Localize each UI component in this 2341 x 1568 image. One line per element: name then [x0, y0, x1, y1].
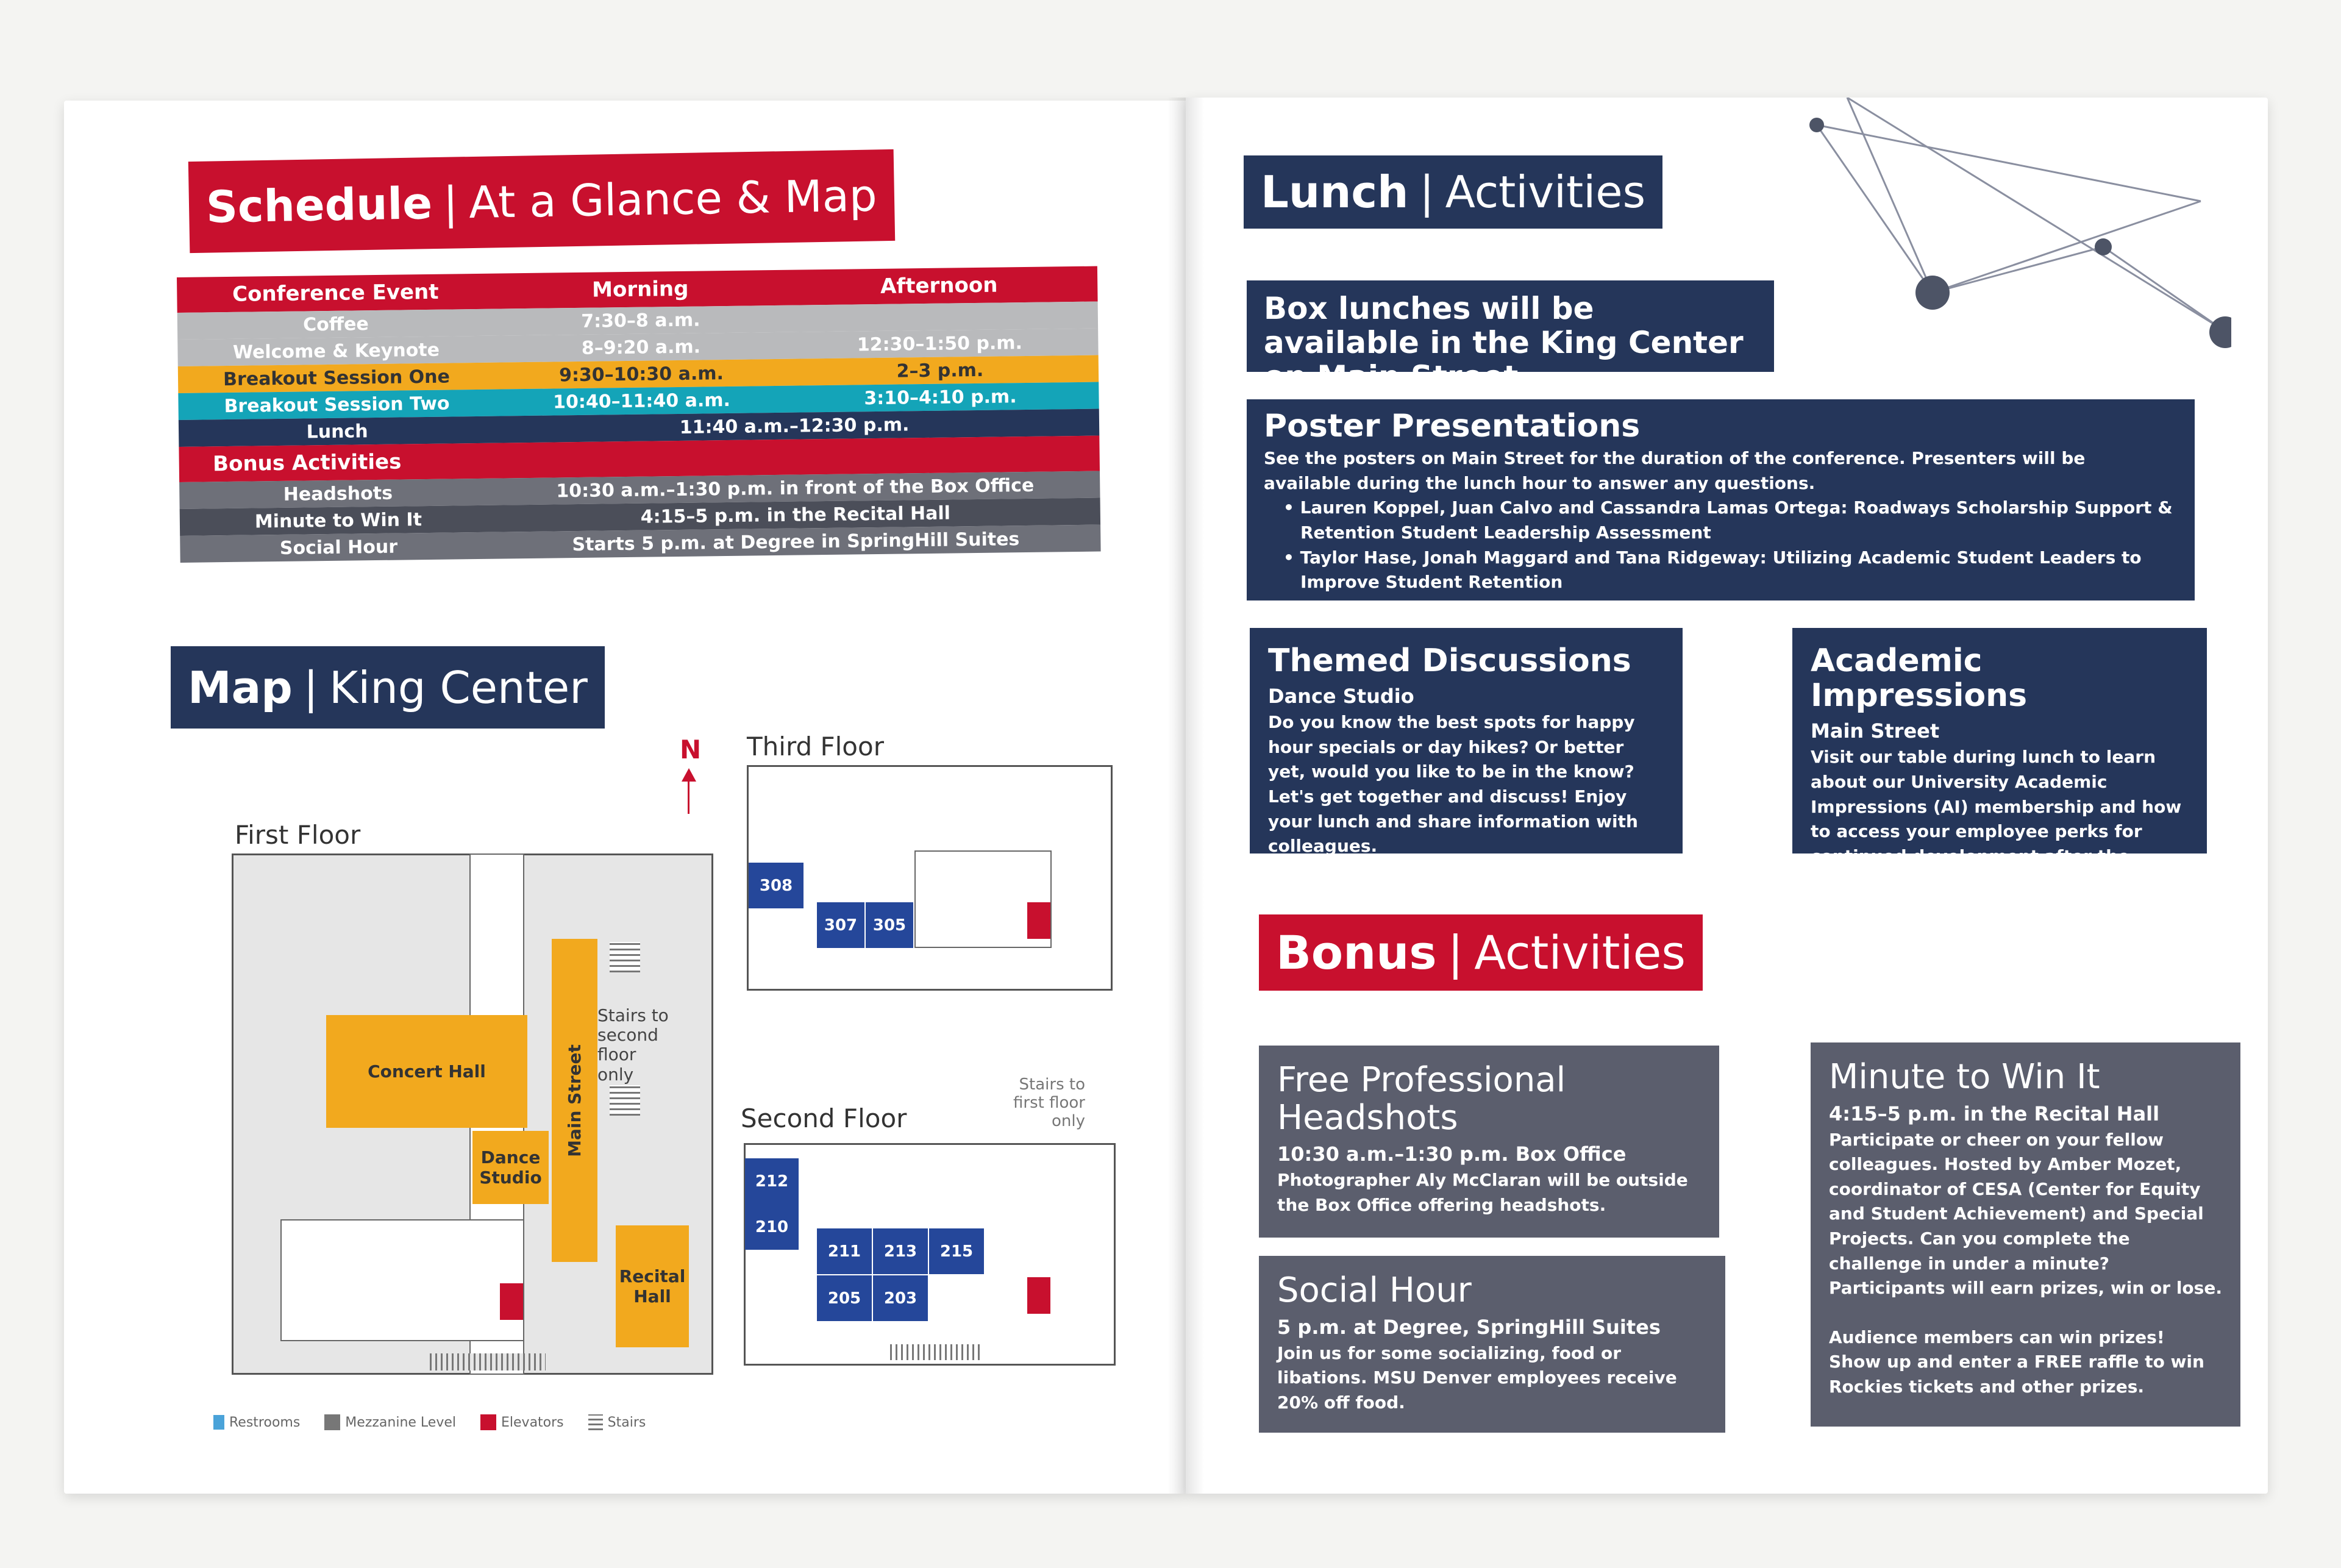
- social-time: 5 p.m. at Degree, SpringHill Suites: [1277, 1315, 1661, 1339]
- node-dot: [1915, 276, 1950, 310]
- academic-title: Academic Impressions: [1811, 643, 2028, 715]
- poster-bullet: • Taylor Hase, Jonah Maggard and Tana Ridgeway: Utilizing Academic Student Leaders to Improve Student Retention: [1283, 547, 2142, 593]
- room-210: 210: [745, 1204, 799, 1250]
- minute-title: Minute to Win It: [1829, 1057, 2100, 1097]
- legend-item: [324, 1414, 456, 1430]
- col-event-header: Conference Event: [232, 279, 439, 307]
- row-morning: 8–9:20 a.m.: [581, 336, 701, 359]
- room-307: 307: [817, 902, 864, 948]
- bonus-header-rest: Activities: [1474, 925, 1686, 980]
- themed-body: Do you know the best spots for happy hour specials or day hikes? Or better yet, would you like to be in the know? Let's get together and discuss! Enjoy your lunch and share information with colleagues.: [1268, 712, 1638, 857]
- stairs-icon: [430, 1353, 546, 1370]
- row-afternoon: 12:30–1:50 p.m.: [857, 332, 1023, 355]
- social-body: Join us for some socializing, food or libations. MSU Denver employees receive 20% off food.: [1277, 1342, 1677, 1413]
- poster-bullet: • Lauren Koppel, Juan Calvo and Cassandra Lamas Ortega: Roadways Scholarship Support & Retention Student Leadership Assessment: [1283, 497, 2173, 543]
- first-floor-label: First Floor: [235, 820, 361, 850]
- row-morning: 10:40–11:40 a.m.: [552, 389, 731, 413]
- schedule-header-sep: |: [443, 177, 458, 229]
- node-dot: [2209, 316, 2231, 348]
- themed-discussions-box: [1250, 628, 1683, 857]
- node-dot: [1809, 118, 1824, 132]
- third-floor-label: Third Floor: [747, 732, 884, 761]
- row-afternoon: 3:10–4:10 p.m.: [864, 385, 1017, 409]
- bonus-header: [1259, 914, 1703, 991]
- room-212: 212: [745, 1158, 799, 1204]
- row-span: 11:40 a.m.–12:30 p.m.: [679, 413, 910, 438]
- stairs-second-note: Stairs to second floor only: [597, 1005, 669, 1085]
- map-header: [171, 646, 605, 729]
- row-morning: 9:30–10:30 a.m.: [558, 362, 724, 386]
- dance-studio-room: Dance Studio: [472, 1131, 549, 1204]
- schedule-header-bold: Schedule: [205, 177, 433, 233]
- themed-location: Dance Studio: [1268, 685, 1414, 708]
- minute-time: 4:15–5 p.m. in the Recital Hall: [1829, 1102, 2160, 1125]
- box-lunch-note: Box lunches will be available in the King Center on Main Street.: [1247, 280, 1774, 372]
- row-event: Headshots: [283, 482, 393, 505]
- restroom-icon: [213, 1415, 224, 1430]
- bonus-header-sep: |: [1447, 925, 1464, 980]
- row-afternoon: [781, 315, 1098, 319]
- social-title: Social Hour: [1277, 1270, 1472, 1310]
- stairs-first-note: Stairs to first floor only: [1013, 1075, 1085, 1130]
- stairs-icon: [890, 1344, 982, 1360]
- col-afternoon-header: Afternoon: [880, 273, 998, 299]
- first-floor-rooms: [280, 1219, 524, 1341]
- col-morning-header: Morning: [591, 276, 689, 302]
- lunch-header-rest: Activities: [1445, 166, 1646, 218]
- spine-shadow: [1167, 98, 1204, 1494]
- lunch-header-sep: |: [1419, 166, 1434, 218]
- room-211: 211: [817, 1228, 872, 1274]
- row-morning: 7:30–8 a.m.: [581, 309, 700, 332]
- room-205: 205: [817, 1275, 872, 1321]
- map-header-bold: Map: [188, 661, 293, 713]
- room-213: 213: [873, 1228, 928, 1274]
- stairs-icon: [610, 1085, 640, 1116]
- legend-label: Restrooms: [229, 1414, 301, 1430]
- row-event: Breakout Session One: [223, 366, 451, 390]
- academic-impressions-box: [1792, 628, 2207, 891]
- poster-intro: See the posters on Main Street for the duration of the conference. Presenters will be available during the lunch hour to answer any questions.: [1264, 448, 2086, 493]
- network-decoration: [1805, 98, 2231, 360]
- main-street-label: Main Street: [565, 1044, 585, 1157]
- themed-title: Themed Discussions: [1268, 643, 1631, 679]
- room-215: 215: [929, 1228, 984, 1274]
- poster-presentations-box: [1247, 399, 2195, 600]
- elevator-icon: [1027, 1277, 1050, 1314]
- legend-label: Elevators: [501, 1414, 564, 1430]
- stairs-icon: [610, 942, 640, 972]
- recital-hall-room: Recital Hall: [616, 1225, 689, 1347]
- headshots-body: Photographer Aly McClaran will be outside the Box Office offering headshots.: [1277, 1170, 1688, 1215]
- legend-item: [213, 1414, 300, 1430]
- minute-to-win-it-box: [1811, 1042, 2240, 1427]
- main-street-block: [552, 939, 597, 1262]
- lunch-header: [1244, 155, 1662, 229]
- map-header-rest: King Center: [329, 661, 588, 713]
- minute-body-prizes: Audience members can win prizes! Show up and enter a FREE raffle to win Rockies tickets and other prizes.: [1829, 1327, 2204, 1397]
- map-header-sep: |: [303, 661, 319, 713]
- minute-body: Participate or cheer on your fellow colleagues. Hosted by Amber Mozet, coordinator of CESA (Center for Equity and Student Achievement) and Special Projects. Can you complete the challenge in under a minute? Participants will earn prizes, win or lose.: [1829, 1129, 2222, 1299]
- row-event: Welcome & Keynote: [232, 339, 440, 363]
- elevator-icon: [1027, 902, 1050, 939]
- legend-label: Stairs: [607, 1414, 646, 1430]
- bonus-header-bold: Bonus: [1276, 925, 1437, 980]
- row-span: 10:30 a.m.–1:30 p.m. in front of the Box Office: [556, 474, 1035, 502]
- room-305: 305: [866, 902, 913, 948]
- row-event: Social Hour: [279, 536, 398, 559]
- concert-hall-room: Concert Hall: [326, 1015, 527, 1128]
- second-floor-label: Second Floor: [741, 1103, 907, 1133]
- schedule-table: [177, 266, 1101, 563]
- academic-location: Main Street: [1811, 719, 1940, 743]
- row-event: Coffee: [302, 313, 369, 335]
- row-event: Breakout Session Two: [224, 393, 450, 417]
- legend-item: [588, 1414, 646, 1430]
- headshots-time: 10:30 a.m.–1:30 p.m. Box Office: [1277, 1142, 1627, 1166]
- lunch-header-bold: Lunch: [1261, 166, 1409, 218]
- row-span: Starts 5 p.m. at Degree in SpringHill Suites: [572, 528, 1020, 555]
- room-203: 203: [873, 1275, 928, 1321]
- schedule-header: [188, 149, 895, 253]
- academic-body: Visit our table during lunch to learn about our University Academic Impressions (AI) membership and how to access your employee perks for continued development after the conference.: [1811, 747, 2182, 891]
- elevator-icon: [480, 1414, 496, 1430]
- headshots-box: [1259, 1046, 1719, 1238]
- row-span: 4:15–5 p.m. in the Recital Hall: [640, 502, 951, 528]
- row-event: Lunch: [306, 420, 368, 443]
- elevator-icon: [500, 1283, 523, 1320]
- headshots-title: Free Professional Headshots: [1277, 1060, 1566, 1138]
- node-dot: [2095, 238, 2112, 255]
- poster-title: Poster Presentations: [1264, 408, 1641, 444]
- row-event: Minute to Win It: [254, 508, 422, 532]
- schedule-header-rest: At a Glance & Map: [468, 169, 878, 229]
- map-legend: [213, 1414, 646, 1430]
- north-label: N: [680, 735, 702, 764]
- room-308: 308: [749, 863, 803, 908]
- mezzanine-icon: [324, 1414, 340, 1430]
- legend-item: [480, 1414, 564, 1430]
- north-arrowhead-icon: [682, 768, 696, 782]
- stairs-icon: [588, 1414, 603, 1430]
- row-event: Bonus Activities: [212, 449, 402, 477]
- legend-label: Mezzanine Level: [345, 1414, 456, 1430]
- row-afternoon: 2–3 p.m.: [896, 359, 984, 382]
- social-hour-box: [1259, 1256, 1725, 1433]
